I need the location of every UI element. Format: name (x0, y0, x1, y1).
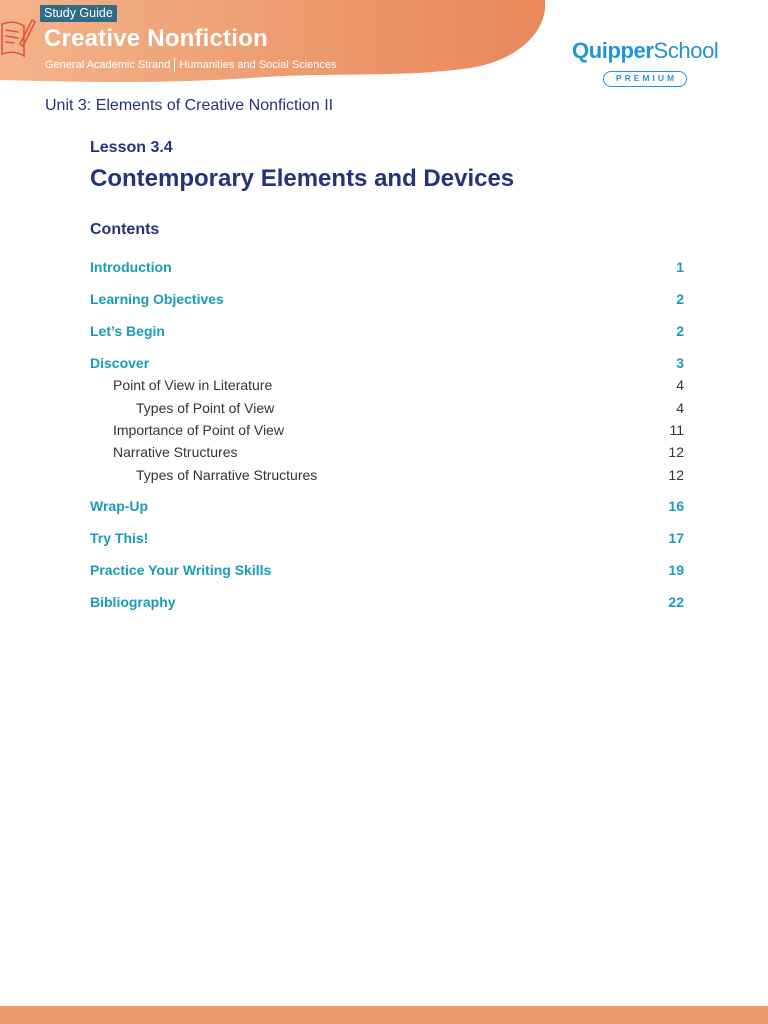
unit-title: Unit 3: Elements of Creative Nonfiction II (45, 97, 334, 114)
toc-entry-practice-your-writing-skills[interactable] (90, 560, 684, 580)
toc-label: Bibliography (90, 594, 176, 610)
toc-page: 2 (676, 323, 684, 339)
strand-divider (174, 58, 175, 72)
toc-entry-narrative-structures[interactable] (90, 442, 684, 462)
toc-entry-discover[interactable] (90, 353, 684, 373)
toc-entry-importance-of-point-of-view[interactable] (90, 420, 684, 440)
toc-entry-wrap-up[interactable] (90, 496, 684, 516)
toc-entry-lets-begin[interactable] (90, 321, 684, 341)
toc-entry-types-of-point-of-view[interactable] (90, 398, 684, 418)
toc-page: 16 (668, 498, 684, 514)
toc-page: 22 (668, 594, 684, 610)
toc-label: Practice Your Writing Skills (90, 562, 272, 578)
toc-page: 17 (668, 530, 684, 546)
lesson-title: Contemporary Elements and Devices (90, 165, 515, 192)
track-label: Humanities and Social Sciences (179, 59, 337, 71)
brand-name-bold: Quipper (572, 38, 654, 63)
premium-badge: PREMIUM (603, 71, 687, 87)
quipper-school-logo (572, 38, 724, 90)
toc-entry-introduction[interactable] (90, 257, 684, 277)
brand-name-regular: School (653, 38, 719, 63)
toc-entry-point-of-view-in-literature[interactable] (90, 375, 684, 395)
toc-page: 4 (676, 377, 684, 393)
toc-page: 19 (668, 562, 684, 578)
toc-entry-try-this[interactable] (90, 528, 684, 548)
toc-page: 2 (676, 291, 684, 307)
toc-label: Types of Point of View (136, 400, 275, 416)
toc-page: 12 (668, 444, 684, 460)
book-pencil-icon (0, 14, 36, 60)
contents-heading: Contents (90, 221, 160, 238)
study-guide-badge: Study Guide (40, 5, 117, 22)
toc-label: Importance of Point of View (113, 422, 284, 438)
footer-bar (0, 1006, 768, 1024)
toc-page: 11 (669, 422, 684, 438)
toc-label: Try This! (90, 530, 149, 546)
toc-label: Introduction (90, 259, 172, 275)
lesson-number: Lesson 3.4 (90, 139, 173, 156)
toc-label: Point of View in Literature (113, 377, 273, 393)
course-title: Creative Nonfiction (44, 25, 268, 52)
toc-label: Wrap-Up (90, 498, 149, 514)
toc-page: 12 (668, 467, 684, 483)
toc-page: 3 (676, 355, 684, 371)
toc-page: 1 (676, 259, 684, 275)
strand-label: General Academic Strand (45, 59, 171, 71)
toc-label: Discover (90, 355, 150, 371)
toc-label: Let’s Begin (90, 323, 165, 339)
toc-page: 4 (676, 400, 684, 416)
toc-label: Learning Objectives (90, 291, 224, 307)
course-strand (45, 58, 337, 72)
toc-label: Types of Narrative Structures (136, 467, 318, 483)
toc-entry-bibliography[interactable] (90, 592, 684, 612)
brand-name (572, 38, 724, 64)
toc-entry-types-of-narrative-structures[interactable] (90, 465, 684, 485)
toc-entry-learning-objectives[interactable] (90, 289, 684, 309)
toc-label: Narrative Structures (113, 444, 238, 460)
